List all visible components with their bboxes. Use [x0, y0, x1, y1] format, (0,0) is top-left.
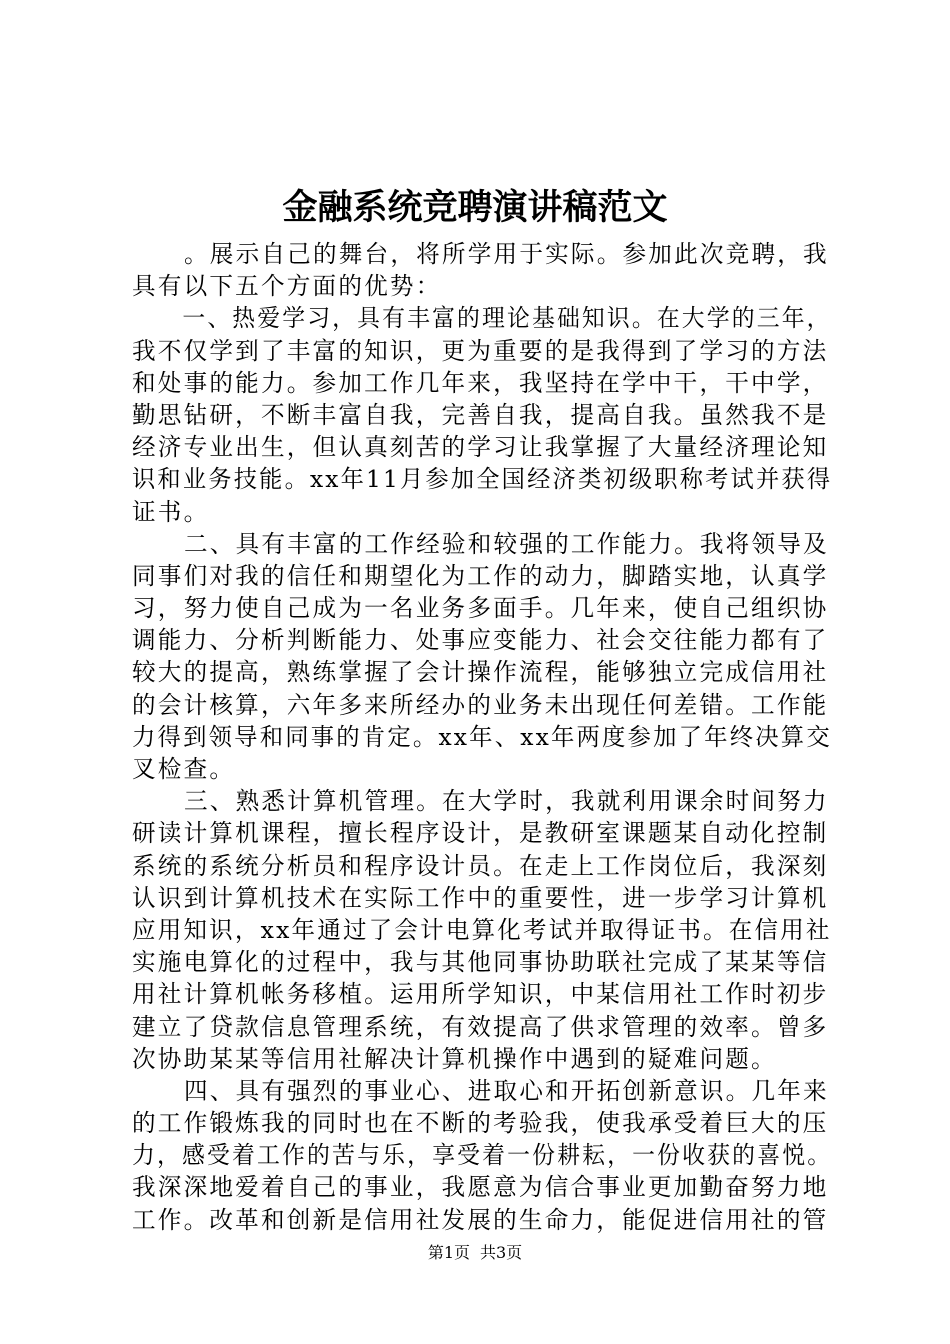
text-line: 证书。 — [132, 497, 210, 526]
text-line: 的会计核算，六年多来所经办的业务未出现任何差错。工作能 — [132, 690, 829, 719]
text-line: 和处事的能力。参加工作几年来，我坚持在学中干，干中学， — [132, 368, 829, 397]
text-line: 认识到计算机技术在实际工作中的重要性，进一步学习计算机 — [132, 883, 829, 912]
text-line: 力，感受着工作的苦与乐，享受着一份耕耘，一份收获的喜悦。 — [132, 1141, 833, 1170]
text-line: 建立了贷款信息管理系统，有效提高了供求管理的效率。曾多 — [132, 1012, 829, 1041]
text-line: 具有以下五个方面的优势： — [132, 272, 442, 301]
text-line: 我深深地爱着自己的事业，我愿意为信合事业更加勤奋努力地 — [132, 1173, 829, 1202]
text-line: 用社计算机帐务移植。运用所学知识，中某信用社工作时初步 — [132, 980, 829, 1009]
text-line: 次协助某某等信用社解决计算机操作中遇到的疑难问题。 — [132, 1044, 777, 1073]
text-line: 的工作锻炼我的同时也在不断的考验我，使我承受着巨大的压 — [132, 1109, 829, 1138]
text-line: 习，努力使自己成为一名业务多面手。几年来，使自己组织协 — [132, 594, 829, 623]
document-body — [132, 238, 832, 1236]
text-line: 力得到领导和同事的肯定。xx年、xx年两度参加了年终决算交 — [132, 722, 832, 751]
text-line: 较大的提高，熟练掌握了会计操作流程，能够独立完成信用社 — [132, 658, 829, 687]
page-total: 共3页 — [480, 1243, 523, 1262]
text-line: 四、具有强烈的事业心、进取心和开拓创新意识。几年来 — [184, 1076, 829, 1105]
text-line: 实施电算化的过程中，我与其他同事协助联社完成了某某等信 — [132, 948, 829, 977]
text-line: 识和业务技能。xx年11月参加全国经济类初级职称考试并获得 — [132, 465, 833, 494]
page-number: 第1页 — [427, 1243, 470, 1262]
text-line: 系统的系统分析员和程序设计员。在走上工作岗位后，我深刻 — [132, 851, 829, 880]
text-line: 勤思钻研，不断丰富自我，完善自我，提高自我。虽然我不是 — [132, 400, 829, 429]
text-line: 一、热爱学习，具有丰富的理论基础知识。在大学的三年， — [182, 304, 832, 333]
text-line: 应用知识，xx年通过了会计电算化考试并取得证书。在信用社 — [132, 915, 832, 944]
text-line: 同事们对我的信任和期望化为工作的动力，脚踏实地，认真学 — [132, 561, 829, 590]
text-line: 工作。改革和创新是信用社发展的生命力，能促进信用社的管 — [132, 1205, 829, 1234]
text-line: 我不仅学到了丰富的知识，更为重要的是我得到了学习的方法 — [132, 336, 829, 365]
text-line: 三、熟悉计算机管理。在大学时，我就利用课余时间努力 — [184, 787, 829, 816]
text-line: 二、具有丰富的工作经验和较强的工作能力。我将领导及 — [184, 529, 829, 558]
text-line: 经济专业出生，但认真刻苦的学习让我掌握了大量经济理论知 — [132, 433, 829, 462]
text-line: 调能力、分析判断能力、处事应变能力、社会交往能力都有了 — [132, 626, 829, 655]
document-title: 金融系统竞聘演讲稿范文 — [282, 187, 668, 228]
text-line: 叉检查。 — [132, 755, 236, 783]
text-line: 研读计算机课程，擅长程序设计，是教研室课题某自动化控制 — [132, 819, 829, 848]
page-footer — [0, 1242, 950, 1264]
text-line: 。展示自己的舞台，将所学用于实际。参加此次竞聘，我 — [184, 240, 829, 268]
